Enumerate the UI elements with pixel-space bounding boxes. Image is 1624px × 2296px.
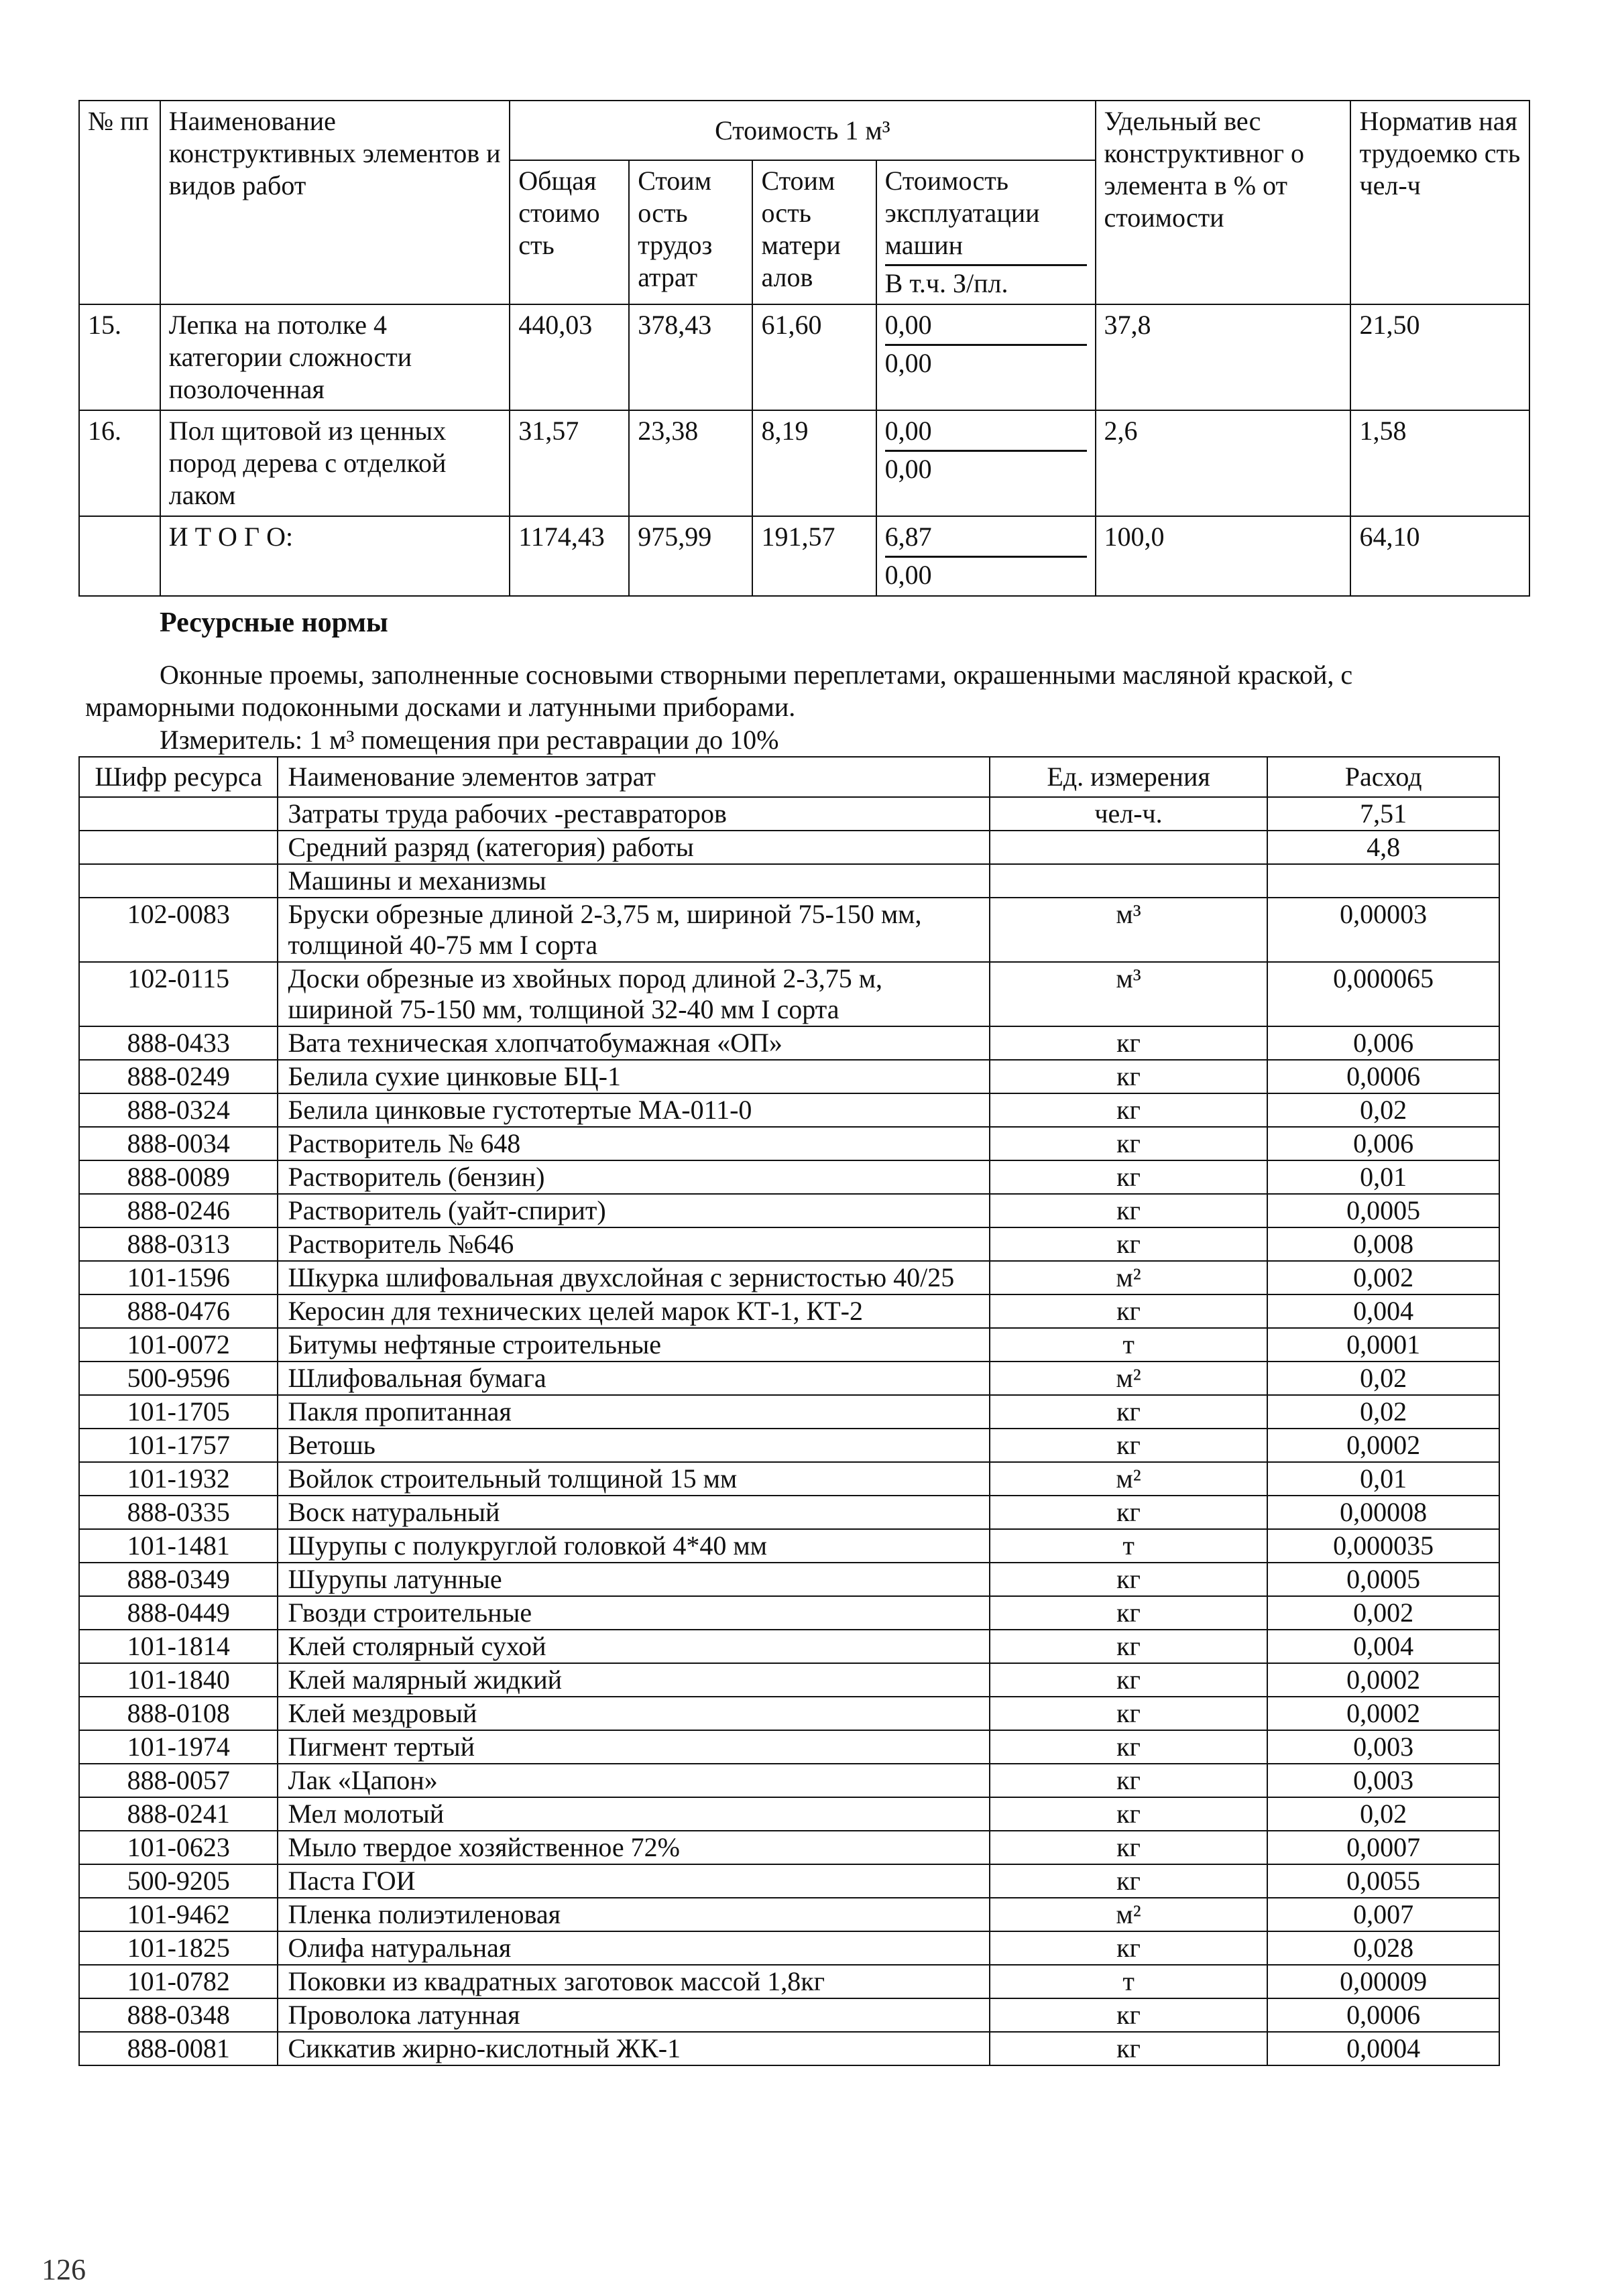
resource-name: Доски обрезные из хвойных пород длиной 2-3,75 м, шириной 75-150 мм, толщиной 32-40 мм I сорта [278, 962, 989, 1026]
resource-name: Поковки из квадратных заготовок массой 1,8кг [278, 1965, 989, 1998]
resource-code: 888-0433 [79, 1026, 278, 1060]
resource-name: Олифа натуральная [278, 1931, 989, 1965]
header-norm: Норматив ная трудоемко сть чел-ч [1350, 101, 1529, 304]
row-labor-cost: 975,99 [629, 516, 752, 596]
resource-code: 101-1825 [79, 1931, 278, 1965]
resource-name: Воск натуральный [278, 1496, 989, 1529]
row-labor-norm: 21,50 [1350, 304, 1529, 410]
resource-row [79, 1462, 1499, 1496]
resource-row [79, 1965, 1499, 1998]
header-machines [876, 160, 1096, 304]
resource-qty [1267, 864, 1499, 898]
resource-name: Пакля пропитанная [278, 1395, 989, 1429]
resource-code: 888-0246 [79, 1194, 278, 1227]
row-number [79, 516, 160, 596]
resource-name: Клей малярный жидкий [278, 1663, 989, 1697]
resource-code: 101-1705 [79, 1395, 278, 1429]
resource-code: 888-0057 [79, 1764, 278, 1797]
resource-name: Пленка полиэтиленовая [278, 1898, 989, 1931]
resource-name: Ветошь [278, 1429, 989, 1462]
resource-code: 888-0335 [79, 1496, 278, 1529]
resource-code: 888-0449 [79, 1596, 278, 1630]
row-total-cost: 440,03 [510, 304, 629, 410]
resource-qty: 4,8 [1267, 831, 1499, 864]
resource-qty: 0,00003 [1267, 898, 1499, 962]
resource-name: Шлифовальная бумага [278, 1362, 989, 1395]
resource-row [79, 864, 1499, 898]
resource-qty: 0,0006 [1267, 1998, 1499, 2032]
description-line-2: мраморными подоконными досками и латунными приборами. [85, 692, 796, 722]
row-number: 16. [79, 410, 160, 516]
resource-code: 102-0083 [79, 898, 278, 962]
resource-qty: 0,0006 [1267, 1060, 1499, 1093]
section-description [85, 659, 1474, 723]
resource-qty: 0,0055 [1267, 1864, 1499, 1898]
resource-code: 101-9462 [79, 1898, 278, 1931]
resource-code: 888-0108 [79, 1697, 278, 1730]
resource-row [79, 1026, 1499, 1060]
resource-qty: 0,02 [1267, 1362, 1499, 1395]
resource-name: Проволока латунная [278, 1998, 989, 2032]
resource-unit: кг [990, 1026, 1268, 1060]
resource-row [79, 831, 1499, 864]
resource-unit: кг [990, 1294, 1268, 1328]
resource-qty: 0,00009 [1267, 1965, 1499, 1998]
resource-name: Затраты труда рабочих -реставраторов [278, 797, 989, 831]
resource-qty: 0,0002 [1267, 1663, 1499, 1697]
resource-name: Гвозди строительные [278, 1596, 989, 1630]
resource-row [79, 898, 1499, 962]
resource-qty: 0,006 [1267, 1127, 1499, 1160]
resource-unit: кг [990, 1093, 1268, 1127]
row-machines-value: 0,00 [884, 416, 932, 446]
resource-code: 500-9205 [79, 1864, 278, 1898]
resource-qty: 0,007 [1267, 1898, 1499, 1931]
resource-qty: 0,004 [1267, 1294, 1499, 1328]
resource-row [79, 797, 1499, 831]
resource-name: Растворитель (уайт-спирит) [278, 1194, 989, 1227]
resource-row [79, 1429, 1499, 1462]
resource-unit: кг [990, 1630, 1268, 1663]
resource-unit: кг [990, 1060, 1268, 1093]
resource-row [79, 1864, 1499, 1898]
resource-qty: 0,0002 [1267, 1697, 1499, 1730]
cost-row [79, 304, 1529, 410]
resource-unit: кг [990, 1663, 1268, 1697]
resource-name: Сиккатив жирно-кислотный ЖК-1 [278, 2032, 989, 2065]
resource-unit: чел-ч. [990, 797, 1268, 831]
resource-name: Шкурка шлифовальная двухслойная с зернистостью 40/25 [278, 1261, 989, 1294]
row-machines-value: 6,87 [884, 522, 932, 552]
resource-unit: кг [990, 1931, 1268, 1965]
resource-name: Белила цинковые густотертые МА-011-0 [278, 1093, 989, 1127]
resource-code [79, 797, 278, 831]
measure-unit: Измеритель: 1 м³ помещения при реставрации до 10% [160, 725, 779, 755]
resource-name: Растворитель (бензин) [278, 1160, 989, 1194]
resource-row [79, 1194, 1499, 1227]
resource-name: Битумы нефтяные строительные [278, 1328, 989, 1362]
resource-table-body [79, 797, 1499, 2065]
row-machines-wage: 0,00 [885, 450, 1087, 485]
resource-unit: кг [990, 1194, 1268, 1227]
row-machines-value: 0,00 [884, 310, 932, 340]
resource-qty: 0,0005 [1267, 1194, 1499, 1227]
resource-name: Средний разряд (категория) работы [278, 831, 989, 864]
row-materials-cost: 8,19 [752, 410, 876, 516]
resource-code: 101-0623 [79, 1831, 278, 1864]
row-name: Пол щитовой из ценных пород дерева с отделкой лаком [160, 410, 510, 516]
resource-row [79, 1127, 1499, 1160]
resource-qty: 0,01 [1267, 1160, 1499, 1194]
resource-unit: кг [990, 1797, 1268, 1831]
resource-unit: м³ [990, 962, 1268, 1026]
header-qty: Расход [1267, 757, 1499, 797]
resource-unit: кг [990, 1496, 1268, 1529]
resource-qty: 0,028 [1267, 1931, 1499, 1965]
resource-qty: 0,006 [1267, 1026, 1499, 1060]
description-line-1: Оконные проемы, заполненные сосновыми створными переплетами, окрашенными масляной краской, с [160, 660, 1353, 690]
row-machines-wage: 0,00 [885, 556, 1087, 591]
row-machines-cost [876, 410, 1096, 516]
resource-qty: 0,0004 [1267, 2032, 1499, 2065]
resource-qty: 0,01 [1267, 1462, 1499, 1496]
resource-qty: 0,0007 [1267, 1831, 1499, 1864]
resource-code: 101-1757 [79, 1429, 278, 1462]
resource-name: Клей мездровый [278, 1697, 989, 1730]
resource-name: Войлок строительный толщиной 15 мм [278, 1462, 989, 1496]
resource-row [79, 1294, 1499, 1328]
resource-code: 888-0324 [79, 1093, 278, 1127]
resource-unit: т [990, 1529, 1268, 1563]
resource-row [79, 1362, 1499, 1395]
row-name: Лепка на потолке 4 категории сложности позолоченная [160, 304, 510, 410]
resource-unit: м² [990, 1362, 1268, 1395]
cost-row [79, 410, 1529, 516]
resource-unit: кг [990, 1764, 1268, 1797]
resource-unit: кг [990, 1563, 1268, 1596]
resource-code: 888-0081 [79, 2032, 278, 2065]
resource-name: Шурупы латунные [278, 1563, 989, 1596]
row-weight: 37,8 [1096, 304, 1351, 410]
resource-unit: м² [990, 1261, 1268, 1294]
resource-qty: 0,002 [1267, 1261, 1499, 1294]
resource-qty: 0,002 [1267, 1596, 1499, 1630]
resource-code: 500-9596 [79, 1362, 278, 1395]
row-machines-cost [876, 304, 1096, 410]
resource-row [79, 1831, 1499, 1864]
resource-row [79, 1630, 1499, 1663]
resource-row [79, 2032, 1499, 2065]
resource-code: 101-1974 [79, 1730, 278, 1764]
resource-qty: 0,00008 [1267, 1496, 1499, 1529]
resource-row [79, 1931, 1499, 1965]
header-name: Наименование конструктивных элементов и видов работ [160, 101, 510, 304]
header-num: № пп [79, 101, 160, 304]
cost-table-body [79, 304, 1529, 596]
resource-row [79, 1898, 1499, 1931]
resource-unit: м² [990, 1898, 1268, 1931]
header-machines-label: Стоимость эксплуатации машин [884, 166, 1040, 260]
row-name: И Т О Г О: [160, 516, 510, 596]
resource-code: 101-1481 [79, 1529, 278, 1563]
row-machines-wage: 0,00 [885, 344, 1087, 379]
resource-row [79, 1730, 1499, 1764]
resource-name: Керосин для технических целей марок КТ-1, КТ-2 [278, 1294, 989, 1328]
header-weight: Удельный вес конструктивног о элемента в % от стоимости [1096, 101, 1351, 304]
resource-qty: 0,000065 [1267, 962, 1499, 1026]
resource-row [79, 1060, 1499, 1093]
resource-code: 888-0348 [79, 1998, 278, 2032]
resource-unit: кг [990, 1596, 1268, 1630]
resource-code: 101-1932 [79, 1462, 278, 1496]
resource-row [79, 1093, 1499, 1127]
resource-name: Растворитель №646 [278, 1227, 989, 1261]
resource-name: Лак «Цапон» [278, 1764, 989, 1797]
resource-row [79, 1663, 1499, 1697]
resource-row [79, 1563, 1499, 1596]
resource-name: Мел молотый [278, 1797, 989, 1831]
resource-unit: кг [990, 1429, 1268, 1462]
resource-name: Шурупы с полукруглой головкой 4*40 мм [278, 1529, 989, 1563]
resource-name: Мыло твердое хозяйственное 72% [278, 1831, 989, 1864]
resource-name: Клей столярный сухой [278, 1630, 989, 1663]
resource-unit: кг [990, 1160, 1268, 1194]
resource-row [79, 1160, 1499, 1194]
resource-unit: т [990, 1965, 1268, 1998]
resource-qty: 7,51 [1267, 797, 1499, 831]
resource-row [79, 1697, 1499, 1730]
resource-qty: 0,000035 [1267, 1529, 1499, 1563]
header-materials: Стоим ость матери алов [752, 160, 876, 304]
resource-code [79, 864, 278, 898]
cost-table [78, 100, 1530, 597]
row-weight: 2,6 [1096, 410, 1351, 516]
resource-name: Белила сухие цинковые БЦ-1 [278, 1060, 989, 1093]
row-number: 15. [79, 304, 160, 410]
resource-code: 888-0476 [79, 1294, 278, 1328]
row-labor-norm: 1,58 [1350, 410, 1529, 516]
resource-row [79, 1998, 1499, 2032]
resource-code: 888-0241 [79, 1797, 278, 1831]
row-labor-cost: 378,43 [629, 304, 752, 410]
resource-row [79, 1596, 1499, 1630]
resource-name: Машины и механизмы [278, 864, 989, 898]
resource-name: Пигмент тертый [278, 1730, 989, 1764]
resource-row [79, 1328, 1499, 1362]
resource-qty: 0,003 [1267, 1730, 1499, 1764]
resource-unit: м³ [990, 898, 1268, 962]
resource-name: Бруски обрезные длиной 2-3,75 м, шириной 75-150 мм, толщиной 40-75 мм I сорта [278, 898, 989, 962]
resource-table [78, 756, 1500, 2066]
resource-row [79, 1395, 1499, 1429]
resource-code: 888-0313 [79, 1227, 278, 1261]
resource-code: 888-0249 [79, 1060, 278, 1093]
resource-unit: кг [990, 1730, 1268, 1764]
resource-code: 888-0034 [79, 1127, 278, 1160]
resource-row [79, 1496, 1499, 1529]
resource-code: 101-0072 [79, 1328, 278, 1362]
header-labor: Стоим ость трудоз атрат [629, 160, 752, 304]
resource-unit [990, 831, 1268, 864]
resource-unit: м² [990, 1462, 1268, 1496]
resource-unit: кг [990, 1127, 1268, 1160]
resource-unit: кг [990, 2032, 1268, 2065]
resource-qty: 0,0001 [1267, 1328, 1499, 1362]
resource-qty: 0,02 [1267, 1797, 1499, 1831]
resource-row [79, 1764, 1499, 1797]
resource-qty: 0,004 [1267, 1630, 1499, 1663]
resource-code: 888-0089 [79, 1160, 278, 1194]
resource-name: Паста ГОИ [278, 1864, 989, 1898]
row-labor-norm: 64,10 [1350, 516, 1529, 596]
resource-unit: кг [990, 1998, 1268, 2032]
header-machines-sub: В т.ч. З/пл. [885, 264, 1087, 300]
resource-code: 101-1840 [79, 1663, 278, 1697]
row-total-cost: 1174,43 [510, 516, 629, 596]
resource-code: 888-0349 [79, 1563, 278, 1596]
resource-code: 101-0782 [79, 1965, 278, 1998]
header-element-name: Наименование элементов затрат [278, 757, 989, 797]
resource-unit: т [990, 1328, 1268, 1362]
resource-name: Растворитель № 648 [278, 1127, 989, 1160]
resource-row [79, 962, 1499, 1026]
resource-row [79, 1227, 1499, 1261]
resource-row [79, 1529, 1499, 1563]
section-heading: Ресурсные нормы [160, 607, 388, 638]
resource-code: 102-0115 [79, 962, 278, 1026]
header-unit: Ед. измерения [990, 757, 1268, 797]
resource-unit: кг [990, 1227, 1268, 1261]
resource-qty: 0,02 [1267, 1395, 1499, 1429]
row-materials-cost: 61,60 [752, 304, 876, 410]
resource-unit: кг [990, 1697, 1268, 1730]
resource-code: 101-1814 [79, 1630, 278, 1663]
resource-unit: кг [990, 1831, 1268, 1864]
resource-code: 101-1596 [79, 1261, 278, 1294]
resource-name: Вата техническая хлопчатобумажная «ОП» [278, 1026, 989, 1060]
resource-unit: кг [990, 1395, 1268, 1429]
header-total: Общая стоимо сть [510, 160, 629, 304]
resource-qty: 0,008 [1267, 1227, 1499, 1261]
row-materials-cost: 191,57 [752, 516, 876, 596]
header-cost-group: Стоимость 1 м³ [510, 101, 1095, 160]
resource-unit [990, 864, 1268, 898]
page-number: 126 [42, 2253, 86, 2286]
row-weight: 100,0 [1096, 516, 1351, 596]
resource-code [79, 831, 278, 864]
row-labor-cost: 23,38 [629, 410, 752, 516]
resource-qty: 0,0002 [1267, 1429, 1499, 1462]
resource-qty: 0,003 [1267, 1764, 1499, 1797]
resource-row [79, 1261, 1499, 1294]
header-code: Шифр ресурса [79, 757, 278, 797]
resource-qty: 0,0005 [1267, 1563, 1499, 1596]
resource-unit: кг [990, 1864, 1268, 1898]
resource-row [79, 1797, 1499, 1831]
row-total-cost: 31,57 [510, 410, 629, 516]
row-machines-cost [876, 516, 1096, 596]
resource-qty: 0,02 [1267, 1093, 1499, 1127]
cost-row [79, 516, 1529, 596]
